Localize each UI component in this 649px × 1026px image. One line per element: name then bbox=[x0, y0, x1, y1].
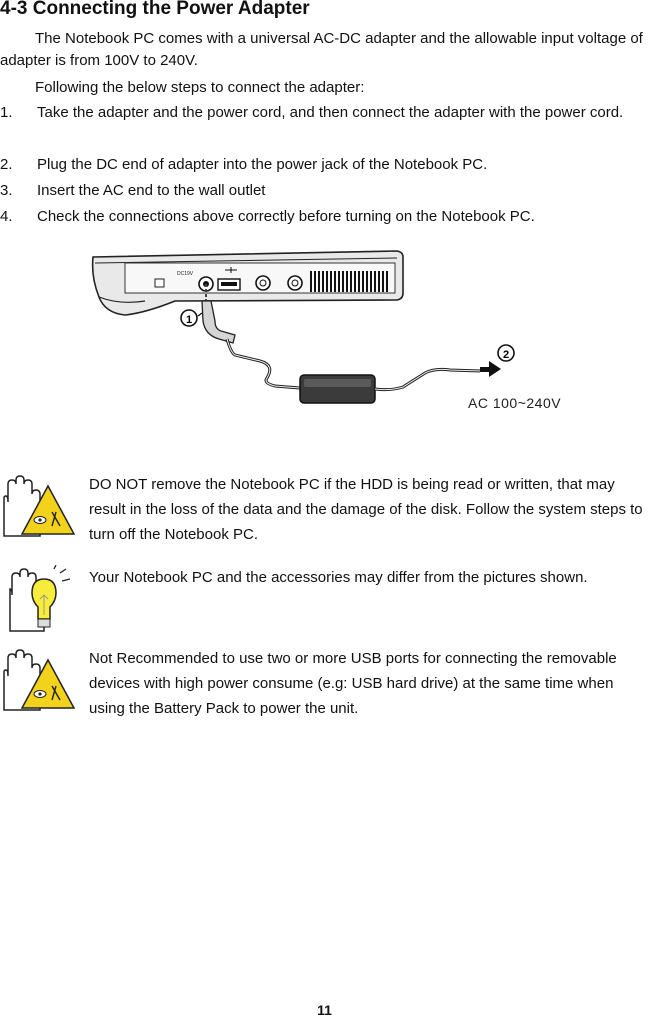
callout-1-badge bbox=[181, 310, 202, 326]
ac-voltage-label: AC 100~240V bbox=[468, 395, 562, 411]
note-text: Your Notebook PC and the accessories may differ from the pictures shown. bbox=[89, 569, 588, 586]
section-heading: 4-3 Connecting the Power Adapter bbox=[0, 0, 310, 19]
page-number: 11 bbox=[317, 1002, 332, 1018]
step-number: 1. bbox=[0, 104, 13, 121]
note-text: Not Recommended to use two or more USB ports for connecting the removable devices with high power consume (e.g: USB hard drive) at the same time when using the Battery Pack to power the unit. bbox=[89, 650, 617, 717]
intro-paragraph: The Notebook PC comes with a universal AC-DC adapter and the allowable input voltage of adapter is from 100V to 240V. bbox=[0, 30, 643, 69]
plug-arrow-icon bbox=[480, 361, 501, 377]
list-item bbox=[0, 154, 649, 180]
step-text: Check the connections above correctly before turning on the Notebook PC. bbox=[37, 208, 535, 225]
callout-2-badge bbox=[498, 345, 514, 361]
callout-2-label: 2 bbox=[502, 349, 510, 361]
lightbulb-hand-icon bbox=[0, 565, 78, 637]
adapter-brick-illustration bbox=[300, 369, 480, 403]
step-number: 4. bbox=[0, 208, 13, 225]
step-number: 2. bbox=[0, 156, 13, 173]
dc-port-label: DC19V bbox=[177, 271, 194, 277]
list-item bbox=[0, 180, 649, 206]
warning-hand-icon bbox=[0, 472, 78, 544]
step-number: 3. bbox=[0, 182, 13, 199]
warning-hand-icon bbox=[0, 646, 78, 718]
step-text: Take the adapter and the power cord, and then connect the adapter with the power cord. bbox=[37, 104, 624, 121]
callout-1-label: 1 bbox=[185, 314, 193, 326]
step-text: Plug the DC end of adapter into the power jack of the Notebook PC. bbox=[37, 156, 488, 173]
adapter-connection-figure bbox=[85, 243, 590, 418]
step-text: Insert the AC end to the wall outlet bbox=[37, 182, 266, 199]
list-item bbox=[0, 102, 649, 154]
steps-list bbox=[0, 102, 649, 232]
list-item bbox=[0, 206, 649, 232]
steps-intro: Following the below steps to connect the adapter: bbox=[35, 79, 365, 96]
note-text: DO NOT remove the Notebook PC if the HDD is being read or written, that may result in the loss of the data and the damage of the disk. Follow the system steps to turn off the Notebook PC. bbox=[89, 476, 643, 543]
notebook-side-illustration bbox=[93, 251, 403, 315]
